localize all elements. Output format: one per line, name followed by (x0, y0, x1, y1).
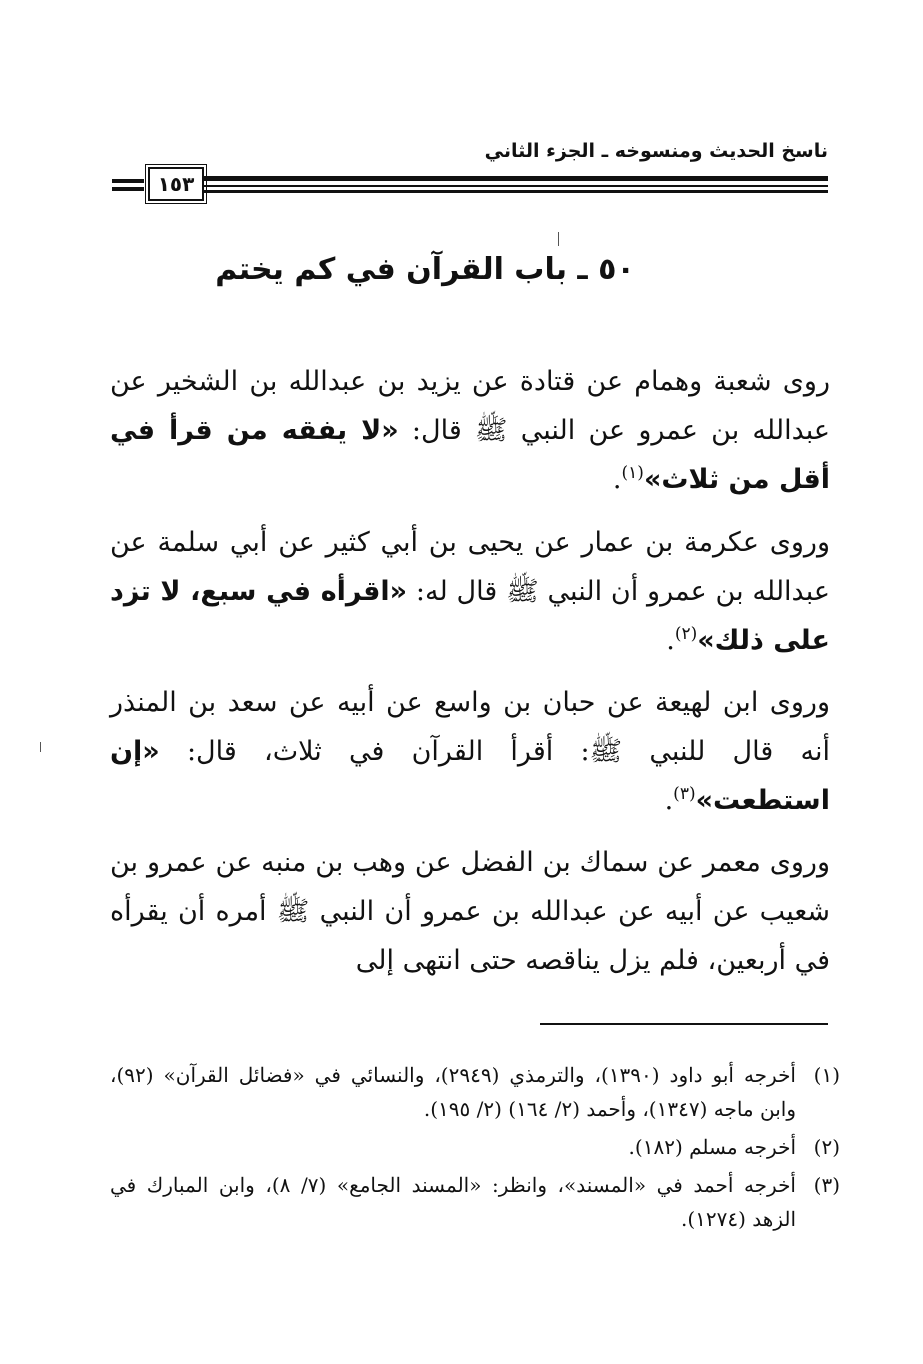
paragraph-1 (110, 357, 830, 504)
scan-speck (558, 232, 559, 246)
footnote-text: أخرجه أحمد في «المسند»، وانظر: «المسند الجامع» (٧/ ٨)، وابن المبارك في الزهد (١٢٧٤). (110, 1173, 796, 1231)
paragraph-end: . (666, 625, 675, 656)
header-rule-left (112, 178, 144, 192)
hadith-quote: «لا يفقه من قرأ في أقل من ثلاث» (110, 415, 830, 495)
paragraph-end: . (612, 464, 622, 495)
footnote-3 (110, 1168, 840, 1236)
page-number: ١٥٣ (148, 167, 204, 201)
footnote-1 (110, 1058, 840, 1126)
chapter-title: ٥٠ ـ باب القرآن في كم يختم (215, 252, 635, 287)
running-header-title: ناسخ الحديث ومنسوخه ـ الجزء الثاني (484, 140, 828, 162)
footnotes (110, 1058, 840, 1240)
header-rule (204, 176, 828, 194)
footnote-number: (٣) (813, 1173, 840, 1197)
hadith-quote: «إن استطعت» (110, 736, 830, 816)
paragraph-end: . (664, 785, 674, 816)
paragraph-text: وروى معمر عن سماك بن الفضل عن وهب بن منبه عن عمرو بن شعيب عن أبيه عن عبدالله بن عمرو أن النبي ﷺ أمره أن يقرأه في أربعين، فلم يزل يناقصه حتى انتهى إلى (110, 847, 830, 976)
footnote-reference: (٢) (674, 624, 698, 644)
paragraph-text: وروى ابن لهيعة عن حبان بن واسع عن أبيه عن سعد بن المنذر أنه قال للنبي ﷺ: أقرأ القرآن في ثلاث، قال: (110, 687, 830, 767)
footnote-reference: (٣) (673, 784, 696, 804)
footnote-number: (٢) (813, 1135, 840, 1159)
paragraph-2 (110, 518, 830, 665)
paragraph-3 (110, 678, 830, 825)
paragraph-text: روى شعبة وهمام عن قتادة عن يزيد بن عبدالله بن الشخير عن عبدالله بن عمرو عن النبي ﷺ قال: (110, 366, 830, 446)
hadith-quote: «اقرأه في سبع، لا تزد على ذلك» (110, 576, 830, 656)
footnote-number: (١) (813, 1063, 840, 1087)
footnote-text: أخرجه أبو داود (١٣٩٠)، والترمذي (٢٩٤٩)، والنسائي في «فضائل القرآن» (٩٢)، وابن ماجه (١٣٤٧)، وأحمد (٢/ ١٦٤) (٢/ ١٩٥). (110, 1063, 796, 1121)
footnote-reference: (١) (621, 463, 644, 483)
paragraph-text: وروى عكرمة بن عمار عن يحيى بن أبي كثير عن أبي سلمة عن عبدالله بن عمرو أن النبي ﷺ قال له: (110, 527, 830, 607)
footnote-text: أخرجه مسلم (١٨٢). (628, 1135, 796, 1159)
footnote-2 (110, 1130, 840, 1164)
footnote-separator (540, 1023, 828, 1025)
scan-speck (40, 742, 41, 752)
paragraph-4 (110, 838, 830, 985)
